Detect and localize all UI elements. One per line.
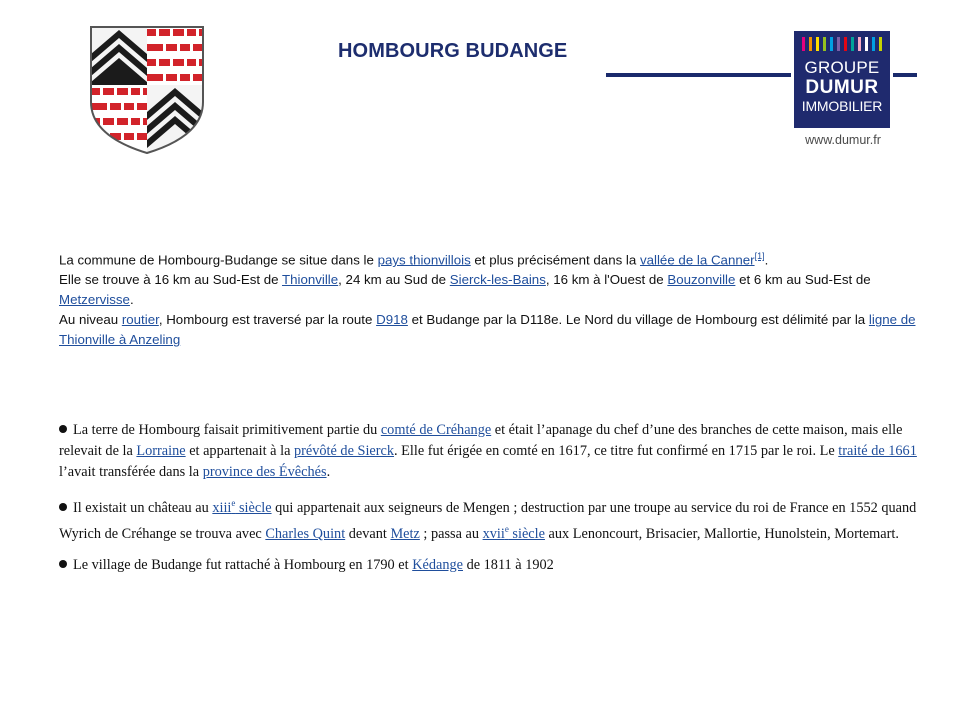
logo-bar — [816, 37, 819, 51]
link-bouzonville[interactable]: Bouzonville — [667, 272, 736, 288]
link-pays-thionvillois[interactable]: pays thionvillois — [377, 252, 471, 268]
link-kedange[interactable]: Kédange — [412, 556, 463, 573]
link-province-eveches[interactable]: province des Évêchés — [202, 464, 327, 480]
text: La commune de Hombourg-Budange se situe dans le — [59, 252, 378, 268]
text: et était l’apanage du chef d’une des branches de cette maison, mais elle relevait de la — [59, 422, 903, 459]
logo-bar — [802, 37, 805, 51]
title-rule-right — [893, 73, 917, 77]
intro-line-3 — [59, 310, 919, 350]
bullet-icon — [59, 425, 67, 433]
text: Au niveau — [59, 312, 122, 328]
text: Elle se trouve à 16 km au Sud-Est de — [59, 272, 282, 288]
text: , 16 km à l'Ouest de — [545, 272, 668, 288]
logo-bar — [865, 37, 868, 51]
logo-line-dumur: DUMUR — [805, 77, 879, 98]
logo-bar — [823, 37, 826, 51]
text: aux Lenoncourt, Brisacier, Mallortie, Hunolstein, Mortemart. — [544, 525, 899, 542]
link-metzervisse[interactable]: Metzervisse — [59, 292, 130, 308]
link-comte-crehange[interactable]: comté de Créhange — [380, 422, 492, 438]
text: . — [326, 464, 331, 480]
link-xiii-siecle[interactable] — [212, 500, 271, 516]
text: , 24 km au Sud de — [338, 272, 450, 288]
logo-bar — [837, 37, 840, 51]
footnote-ref-1[interactable]: [1] — [754, 251, 765, 261]
link-sierck-les-bains[interactable]: Sierck-les-Bains — [449, 272, 546, 288]
text: . — [129, 292, 134, 308]
bullet-item — [59, 555, 921, 576]
link-routier[interactable]: routier — [121, 312, 159, 328]
text: xvii — [482, 525, 505, 542]
text: Le village de Budange fut rattaché à Hombourg en 1790 et — [73, 556, 413, 573]
link-traite-1661[interactable]: traité de 1661 — [838, 443, 917, 459]
text: xiii — [212, 499, 232, 516]
text: , Hombourg est traversé par la route — [158, 312, 377, 328]
logo-line-groupe: GROUPE — [804, 58, 880, 77]
text: de 1811 à 1902 — [463, 556, 554, 573]
logo-bar — [809, 37, 812, 51]
superscript: e — [504, 523, 509, 534]
logo-bar — [879, 37, 882, 51]
history-bullets — [59, 420, 921, 586]
text: ; passa au — [419, 525, 483, 542]
logo-bar — [872, 37, 875, 51]
text: siècle — [235, 499, 272, 516]
logo-bar — [830, 37, 833, 51]
bullet-icon — [59, 503, 67, 511]
page-title: HOMBOURG BUDANGE — [338, 40, 568, 62]
logo-url: www.dumur.fr — [805, 133, 881, 147]
logo-color-bars — [802, 37, 884, 51]
bullet-icon — [59, 560, 67, 568]
link-metz[interactable]: Metz — [390, 525, 420, 542]
text: devant — [345, 525, 391, 542]
text: et appartenait à la — [185, 443, 294, 459]
superscript: e — [231, 498, 236, 508]
logo-bar — [851, 37, 854, 51]
link-ligne-thionville-anzeling[interactable]: ligne de Thionville à Anzeling — [59, 312, 916, 348]
bullet-item — [59, 493, 921, 545]
link-d918[interactable]: D918 — [376, 312, 408, 328]
text: et Budange par la D118e. Le Nord du village de Hombourg est délimité par la — [407, 312, 869, 328]
coat-of-arms — [86, 24, 208, 156]
link-vallee-canner[interactable]: vallée de la Canner — [639, 252, 755, 268]
link-xvii-siecle[interactable] — [482, 523, 545, 542]
text: La terre de Hombourg faisait primitivement partie du — [73, 422, 381, 438]
text: . — [764, 252, 769, 268]
intro-paragraph — [59, 246, 919, 350]
logo-bar — [858, 37, 861, 51]
logo-bar — [844, 37, 847, 51]
text: siècle — [508, 525, 545, 542]
groupe-dumur-logo — [794, 31, 890, 128]
text: et plus précisément dans la — [470, 252, 640, 268]
intro-line-1 — [59, 246, 919, 270]
title-rule-left — [606, 73, 791, 77]
logo-line-immobilier: IMMOBILIER — [801, 98, 883, 114]
link-lorraine[interactable]: Lorraine — [136, 443, 186, 459]
text: . Elle fut érigée en comté en 1617, ce titre fut confirmé en 1715 par le roi. Le — [394, 443, 839, 459]
link-prevote-sierck[interactable]: prévôté de Sierck — [293, 443, 395, 459]
text: et 6 km au Sud-Est de — [735, 272, 871, 288]
text: qui appartenait aux seigneurs de Mengen ; destruction par une troupe au service du roi de France en 1552 quand Wyrich de Créhange se trouva avec — [59, 499, 917, 542]
intro-line-2 — [59, 270, 919, 310]
link-charles-quint[interactable]: Charles Quint — [265, 525, 346, 542]
link-thionville[interactable]: Thionville — [281, 272, 339, 288]
text: l’avait transférée dans la — [59, 464, 203, 480]
text: Il existait un château au — [73, 499, 213, 516]
bullet-item — [59, 420, 921, 483]
